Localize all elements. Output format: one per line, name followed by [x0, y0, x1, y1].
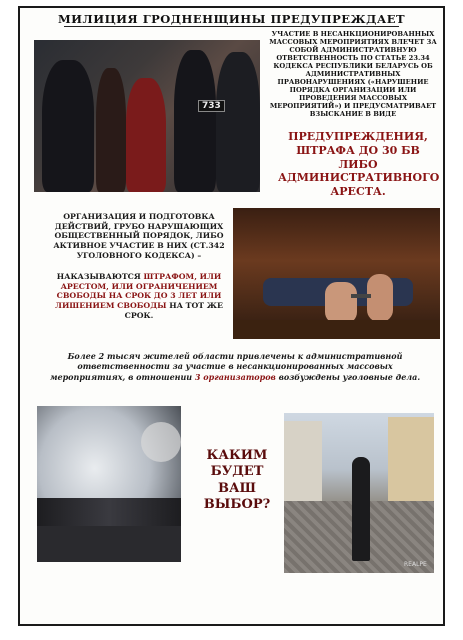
- section2-intro: ОРГАНИЗАЦИЯ И ПОДГОТОВКА ДЕЙСТВИЙ, ГРУБО НАРУШАЮЩИХ ОБЩЕСТВЕННЫЙ ПОРЯДОК, ЛИБО АКТИВНОЕ УЧАСТИЕ В НИХ (СТ.342 УГОЛОВНОГО КОДЕКСА) –: [53, 212, 225, 260]
- section2-punishment: [50, 272, 228, 321]
- hand-right: [367, 274, 393, 322]
- section3-statement: [40, 351, 430, 382]
- crowd-silhouettes: [37, 498, 181, 526]
- chair-frame: [233, 320, 440, 339]
- photo-police-detention: [34, 40, 260, 192]
- figure-red-jacket: [126, 78, 166, 192]
- street-ground: [37, 526, 181, 562]
- section1-penalty: ПРЕДУПРЕЖДЕНИЯ, ШТРАФА ДО 30 БВ ЛИБО АДМИНИСТРАТИВНОГО АРЕСТА.: [278, 130, 440, 198]
- punish-suffix: НА ТОТ ЖЕ СРОК.: [124, 301, 223, 320]
- statement-red: 3 организаторов: [194, 371, 276, 382]
- light-glow: [141, 422, 181, 462]
- hand-left: [325, 282, 357, 324]
- photo-handcuffs: [233, 208, 440, 339]
- officer-badge-number: 733: [198, 100, 225, 112]
- choice-question: КАКИМ БУДЕТ ВАШ ВЫБОР?: [203, 448, 271, 512]
- figure-person: [96, 68, 126, 192]
- watermark-logo: REALPE: [404, 561, 427, 568]
- photo-crowd-smoke: [37, 406, 181, 562]
- poster-frame: [18, 6, 445, 626]
- building-left: [284, 421, 322, 503]
- statement-b: возбуждены уголовные дела.: [275, 371, 421, 382]
- figure-officer-center: [174, 50, 216, 192]
- figure-officer-left: [42, 60, 94, 192]
- punish-red: ШТРАФОМ, ИЛИ АРЕСТОМ, ИЛИ ОГРАНИЧЕНИЕМ СВОБОДЫ НА СРОК ДО 3 ЛЕТ ИЛИ ЛИШЕНИЕМ СВОБОДЫ: [55, 272, 222, 311]
- punish-prefix: НАКАЗЫВАЮТСЯ: [56, 272, 144, 281]
- title-underline: [64, 26, 399, 27]
- figure-officer-right: [216, 52, 260, 192]
- poster-title: МИЛИЦИЯ ГРОДНЕНЩИНЫ ПРЕДУПРЕЖДАЕТ: [57, 12, 406, 26]
- photo-street-walk: [284, 413, 434, 573]
- section1-body: УЧАСТИЕ В НЕСАНКЦИОНИРОВАННЫХ МАССОВЫХ МЕРОПРИЯТИЯХ ВЛЕЧЕТ ЗА СОБОЙ АДМИНИСТРАТИВНУЮ ОТВЕТСТВЕННОСТЬ ПО СТАТЬЕ 23.34 КОДЕКСА РЕСПУБЛИКИ БЕЛАРУСЬ ОБ АДМИНИСТРАТИВНЫХ ПРАВОНАРУШЕНИЯХ («НАРУШЕНИЕ ПОРЯДКА ОРГАНИЗАЦИИ ИЛИ ПРОВЕДЕНИЯ МАССОВЫХ МЕРОПРИЯТИЙ») И ПРЕДУСМАТРИВАЕТ ВЗЫСКАНИЕ В ВИДЕ: [269, 30, 437, 119]
- building-right: [388, 417, 434, 503]
- walking-person: [352, 457, 370, 561]
- cuff-chain: [351, 294, 371, 298]
- statement-a: Более 2 тысяч жителей области привлечены к административной ответственности за участие в несанкционированных массовых мероприятиях, в отношении: [49, 351, 403, 382]
